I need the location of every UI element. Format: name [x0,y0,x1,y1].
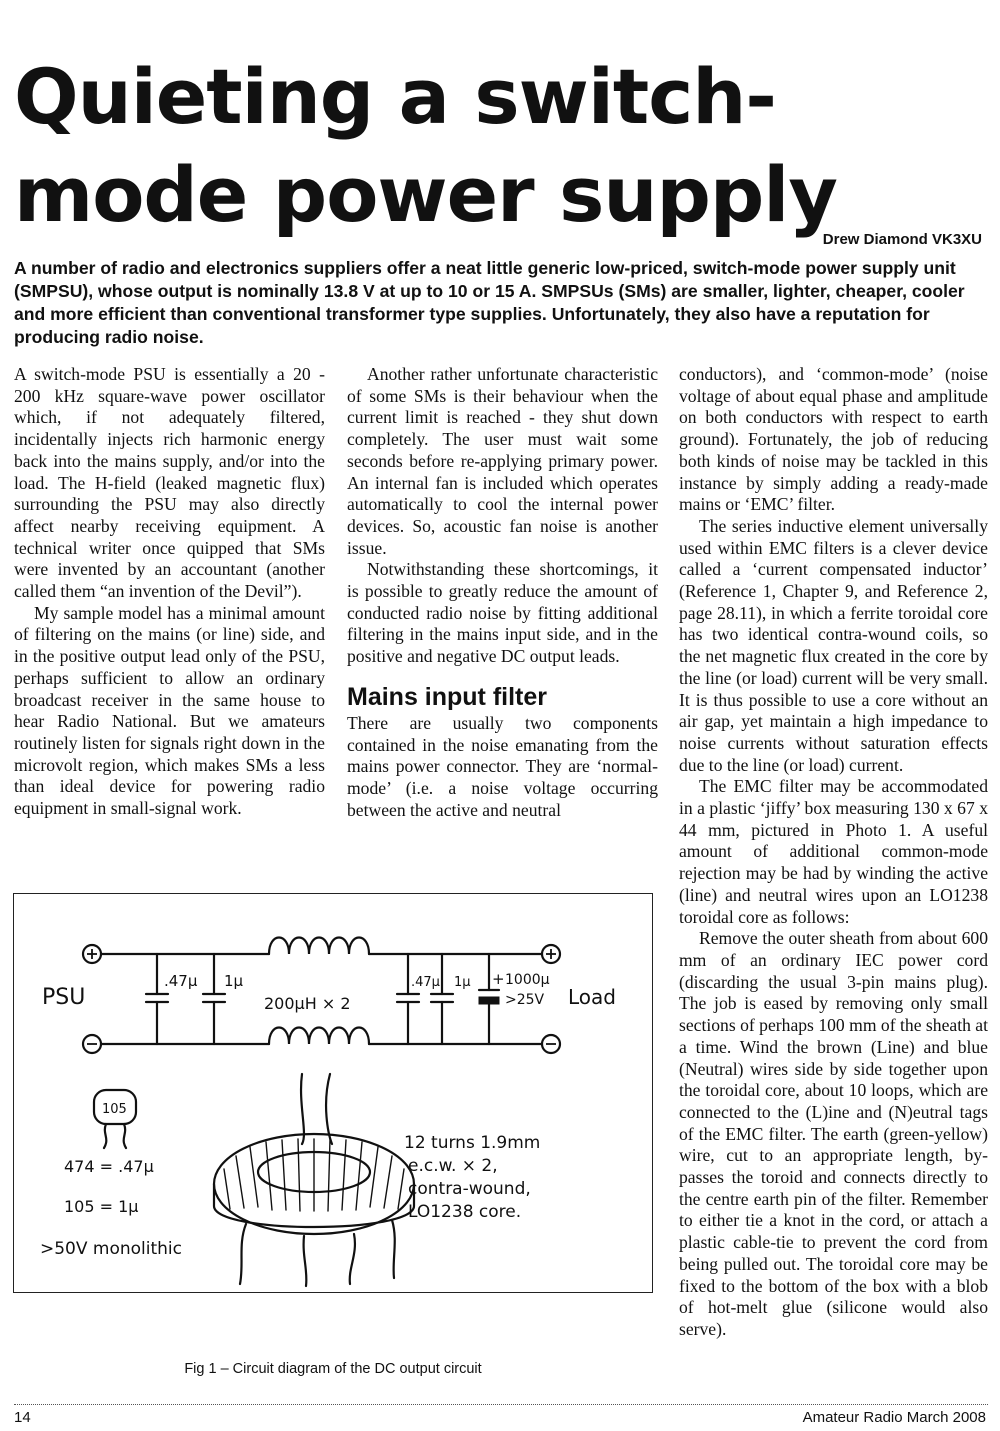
author-byline: Drew Diamond VK3XU [822,231,982,248]
paragraph: Another rather unfortunate characteristic of some SMs is their behaviour when the current limit is reached - they shut down completely. The user must wait some seconds before re-applying primary power. An internal fan is included which operates automatically to cool the internal power devices. So, acoustic fan noise is another issue. [347,364,658,558]
toroid-note-2: e.c.w. × 2, [408,1156,498,1176]
paragraph: My sample model has a minimal amount of filtering on the mains (or line) side, and in the positive output lead only of the PSU, perhaps sufficient to allow an ordinary broadcast receiver in the same house to hear Radio National. But we amateurs routinely listen for signals right down in the microvolt region, which makes SMs a less than ideal device for powering radio equipment in small-signal work. [14,602,325,819]
circuit-figure [13,893,653,1293]
cap2-label: 1µ [224,972,244,990]
paragraph: Remove the outer sheath from about 600 mm of an ordinary IEC power cord (discarding the usual 3-pin mains plug). The job is eased by removing only small sections of perhaps 100 mm of the sheath at a time. Wind the brown (Line) and blue (Neutral) wires side by side together upon the toroidal core, about 10 loops, which are connected to the (L)ine and (N)eutral tags of the EMC filter. The earth (green-yellow) wire, cut to an appropriate length, by-passes the toroid and connects directly to the centre earth pin of the filter. Remember to either tie a knot in the cord, or attach a plastic cable-tie to prevent the cord from being pulled out. The toroidal core may be fixed to the bottom of the box with a blob of hot-melt glue (silicone would also serve). [679,928,988,1339]
footer-rule [14,1404,988,1405]
column-2 [347,364,658,821]
load-label: Load [568,985,616,1009]
figure-caption: Fig 1 – Circuit diagram of the DC output circuit [184,1361,482,1377]
elec-value-label: 1000µ [505,972,550,988]
note-monolithic: >50V monolithic [40,1239,183,1259]
cap1-label: .47µ [164,972,198,990]
cap4-label: 1µ [454,975,471,990]
note-105: 105 = 1µ [64,1197,139,1216]
inductor-bottom [269,1028,369,1045]
circuit-diagram [14,894,654,1294]
cap-code-label: 105 [102,1102,127,1117]
paragraph: The series inductive element universally used within EMC filters is a clever device called a ‘current compensated inductor’ (Reference 1, Chapter 9, and Reference 2, page 28.11), in which a ferrite toroidal core has two identical contra-wound coils, so the net magnetic flux created in the core by the line (or load) current will be very small. It is thus possible to use a core without an air gap, yet maintain a high impedance to noise currents without saturation effects due to the line (or load) current. [679,515,988,775]
magazine-issue: Amateur Radio March 2008 [802,1409,986,1426]
paragraph: Notwithstanding these shortcomings, it is possible to greatly reduce the amount of conducted radio noise by fitting additional filtering in the mains input side, and in the positive and negative DC output leads. [347,559,658,667]
elec-volt-label: >25V [505,992,545,1008]
column-3 [679,364,988,1341]
section-heading: Mains input filter [347,682,547,711]
toroid-note-3: contra-wound, [408,1179,531,1199]
paragraph: The EMC filter may be accommodated in a plastic ‘jiffy’ box measuring 130 x 67 x 44 mm, pictured in Photo 1. A useful amount of additional common-mode rejection may be had by winding the active (line) and neutral wires upon an LO1238 toroidal core as follows: [679,776,988,927]
elec-plus-label: + [492,970,505,988]
toroid-note-4: LO1238 core. [408,1202,522,1222]
toroid-note-1: 12 turns 1.9mm [404,1133,541,1153]
column-1 [14,364,325,820]
psu-label: PSU [42,985,86,1010]
standfirst: A number of radio and electronics suppliers offer a neat little generic low-priced, switch-mode power supply unit (SMPSU), whose output is nominally 13.8 V at up to 10 or 15 A. SMPSUs (SMs) are smaller, lighter, cheaper, cooler and more efficient than conventional transformer type supplies. Unfortunately, they also have a reputation for producing radio noise. [14,258,965,347]
cap3-label: .47µ [411,975,440,990]
paragraph: There are usually two components contained in the noise emanating from the mains power connector. They are ‘normal-mode’ (i.e. a noise voltage occurring between the active and neutral [347,712,658,820]
inductor-label: 200µH × 2 [264,994,351,1013]
paragraph: A switch-mode PSU is essentially a 20 - 200 kHz square-wave power oscillator which, if not adequately filtered, incidentally injects rich harmonic energy back into the mains supply, and/or into the load. The H-field (leaked magnetic flux) surrounding the PSU may also directly affect nearby receiving equipment. A technical writer once quipped that SMs were invented by an accountant (another called them “an invention of the Devil”). [14,364,325,602]
paragraph: conductors), and ‘common-mode’ (noise voltage of about equal phase and amplitude on both conductors with respect to earth ground). Fortunately, the job of reducing both kinds of noise may be tackled in this instance by simply adding a ready-made mains or ‘EMC’ filter. [679,364,988,515]
article-title: Quieting a switch-mode power supply [14,52,837,239]
note-474: 474 = .47µ [64,1157,154,1176]
inductor-top [269,938,369,955]
page-number: 14 [14,1409,31,1426]
